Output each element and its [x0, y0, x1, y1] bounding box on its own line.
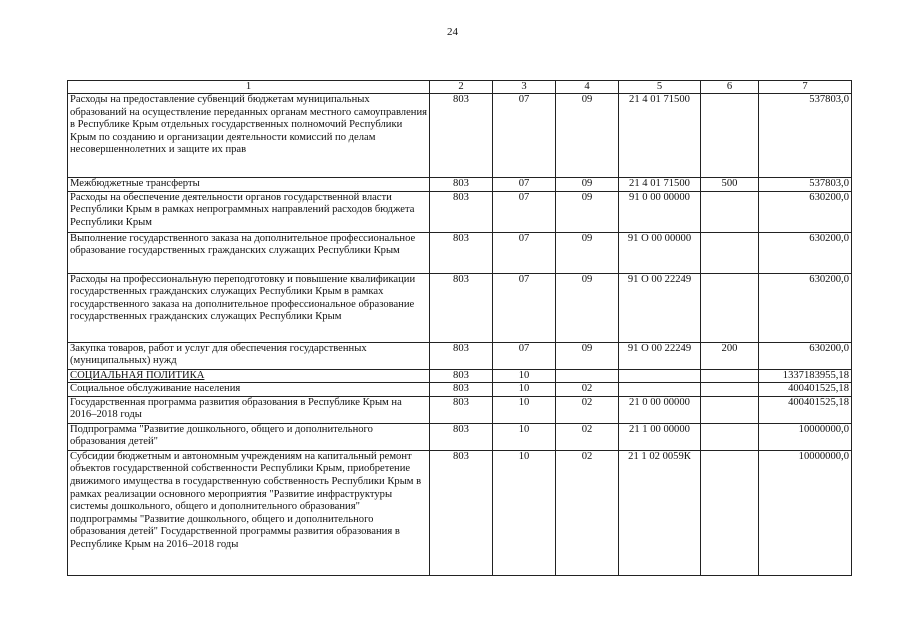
row-grbs: 803: [430, 396, 493, 423]
row-name: Закупка товаров, работ и услуг для обеспечения государственных (муниципальных) нужд: [68, 342, 430, 369]
row-vr: 500: [701, 178, 759, 192]
row-sum: 10000000,0: [759, 450, 852, 575]
header-row: [68, 81, 852, 94]
row-csr: 21 0 00 00000: [619, 396, 701, 423]
row-pr: 02: [556, 450, 619, 575]
row-rz: 07: [493, 232, 556, 273]
header-col-5: 5: [619, 81, 701, 94]
header-col-3: 3: [493, 81, 556, 94]
row-name: Субсидии бюджетным и автономным учреждениям на капитальный ремонт объектов государственной собственности Республики Крым, приобретение движимого имущества в государственную собственность Республики Крым в рамках реализации основного мероприятия "Развитие инфраструктуры системы дошкольного, общего и дополнительного образования" подпрограммы "Развитие дошкольного, общего и дополнительного образования детей" Государственной программы развития образования в Республике Крым на 2016–2018 годы: [68, 450, 430, 575]
row-csr: 21 1 02 0059К: [619, 450, 701, 575]
row-rz: 10: [493, 450, 556, 575]
row-pr: 09: [556, 232, 619, 273]
row-vr: [701, 232, 759, 273]
row-name: Межбюджетные трансферты: [68, 178, 430, 192]
row-sum: 400401525,18: [759, 396, 852, 423]
row-pr: 09: [556, 191, 619, 232]
row-grbs: 803: [430, 423, 493, 450]
row-pr: 09: [556, 273, 619, 342]
row-pr: 02: [556, 423, 619, 450]
row-pr: [556, 369, 619, 383]
row-rz: 07: [493, 273, 556, 342]
row-vr: [701, 273, 759, 342]
row-vr: [701, 369, 759, 383]
header-col-7: 7: [759, 81, 852, 94]
row-rz: 10: [493, 383, 556, 397]
table-row: [68, 396, 852, 423]
table-row: [68, 383, 852, 397]
row-sum: 537803,0: [759, 178, 852, 192]
row-sum: 630200,0: [759, 232, 852, 273]
row-grbs: 803: [430, 273, 493, 342]
row-rz: 07: [493, 191, 556, 232]
row-name: Выполнение государственного заказа на дополнительное профессиональное образование государственных гражданских служащих Республики Крым: [68, 232, 430, 273]
row-sum: 1337183955,18: [759, 369, 852, 383]
row-sum: 400401525,18: [759, 383, 852, 397]
row-sum: 537803,0: [759, 94, 852, 178]
row-csr: 21 1 00 00000: [619, 423, 701, 450]
table-row: [68, 94, 852, 178]
row-grbs: 803: [430, 94, 493, 178]
row-pr: 09: [556, 178, 619, 192]
row-pr: 09: [556, 94, 619, 178]
row-sum: 630200,0: [759, 342, 852, 369]
row-sum: 10000000,0: [759, 423, 852, 450]
row-csr: 21 4 01 71500: [619, 94, 701, 178]
table-row: [68, 232, 852, 273]
row-name: Подпрограмма "Развитие дошкольного, общего и дополнительного образования детей": [68, 423, 430, 450]
row-csr: 91 0 00 00000: [619, 191, 701, 232]
row-rz: 07: [493, 94, 556, 178]
row-pr: 09: [556, 342, 619, 369]
row-name: Расходы на обеспечение деятельности органов государственной власти Республики Крым в рамках непрограммных направлений расходов бюджета Республики Крым: [68, 191, 430, 232]
row-vr: [701, 191, 759, 232]
budget-table: [67, 80, 852, 576]
page-number: 24: [447, 26, 458, 38]
table-row: [68, 342, 852, 369]
row-rz: 10: [493, 396, 556, 423]
row-rz: 07: [493, 342, 556, 369]
row-grbs: 803: [430, 369, 493, 383]
row-name: Расходы на предоставление субвенций бюджетам муниципальных образований на осуществление переданных органам местного самоуправления в Республике Крым отдельных государственных полномочий Республики Крым по созданию и организации деятельности комиссий по делам несовершеннолетних и защите их прав: [68, 94, 430, 178]
row-rz: 10: [493, 423, 556, 450]
header-col-2: 2: [430, 81, 493, 94]
row-csr: 91 О 00 22249: [619, 273, 701, 342]
row-rz: 10: [493, 369, 556, 383]
header-col-4: 4: [556, 81, 619, 94]
row-vr: [701, 423, 759, 450]
row-name: Социальное обслуживание населения: [68, 383, 430, 397]
row-csr: 91 О 00 22249: [619, 342, 701, 369]
row-pr: 02: [556, 383, 619, 397]
table-row: [68, 178, 852, 192]
row-name: СОЦИАЛЬНАЯ ПОЛИТИКА: [68, 369, 430, 383]
row-vr: [701, 450, 759, 575]
row-grbs: 803: [430, 342, 493, 369]
row-csr: [619, 369, 701, 383]
row-sum: 630200,0: [759, 273, 852, 342]
row-vr: [701, 396, 759, 423]
row-vr: 200: [701, 342, 759, 369]
row-vr: [701, 94, 759, 178]
row-pr: 02: [556, 396, 619, 423]
row-name: Государственная программа развития образования в Республике Крым на 2016–2018 годы: [68, 396, 430, 423]
table-row: [68, 369, 852, 383]
row-grbs: 803: [430, 178, 493, 192]
row-csr: 91 О 00 00000: [619, 232, 701, 273]
table-row: [68, 450, 852, 575]
row-grbs: 803: [430, 191, 493, 232]
row-name: Расходы на профессиональную переподготовку и повышение квалификации государственных гражданских служащих Республики Крым в рамках государственного заказа на дополнительное профессиональное образование государственных гражданских служащих Республики Крым: [68, 273, 430, 342]
row-grbs: 803: [430, 232, 493, 273]
table-row: [68, 423, 852, 450]
row-rz: 07: [493, 178, 556, 192]
row-csr: 21 4 01 71500: [619, 178, 701, 192]
table-row: [68, 273, 852, 342]
row-grbs: 803: [430, 450, 493, 575]
row-vr: [701, 383, 759, 397]
header-col-6: 6: [701, 81, 759, 94]
row-csr: [619, 383, 701, 397]
table-row: [68, 191, 852, 232]
row-sum: 630200,0: [759, 191, 852, 232]
row-grbs: 803: [430, 383, 493, 397]
header-col-1: 1: [68, 81, 430, 94]
